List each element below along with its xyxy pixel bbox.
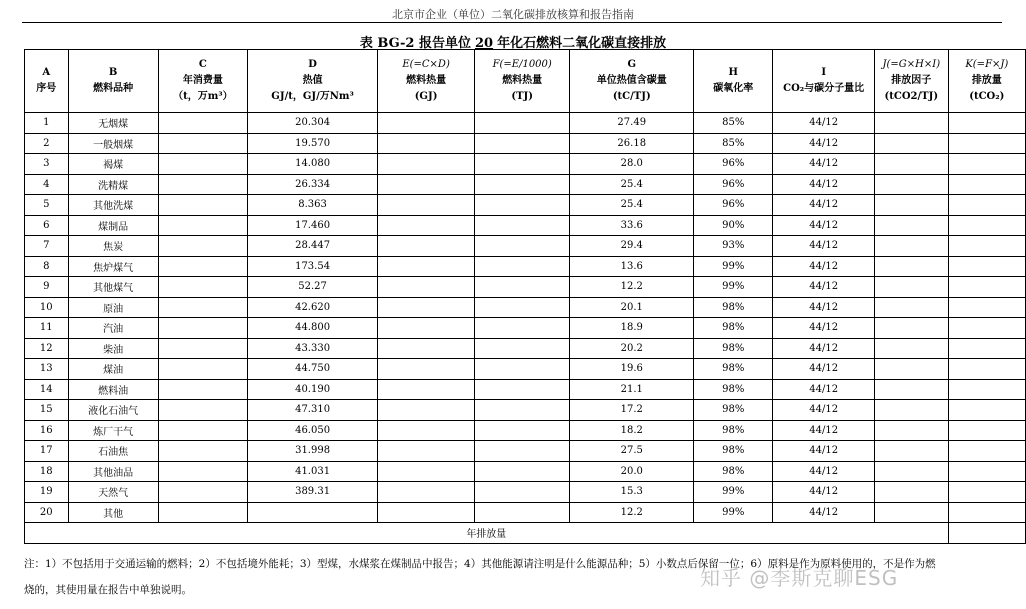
column-header xyxy=(378,50,475,113)
cell-k xyxy=(948,359,1025,380)
cell-d: 173.54 xyxy=(248,256,378,277)
cell-d xyxy=(248,502,378,523)
cell-k xyxy=(948,461,1025,482)
column-letter: I xyxy=(821,67,826,78)
column-label: CO₂与碳分子量比 xyxy=(783,83,865,94)
cell-h: 99% xyxy=(694,256,773,277)
table-row xyxy=(25,277,1026,298)
cell-no: 13 xyxy=(25,359,69,380)
column-label: 碳氧化率 xyxy=(713,83,754,94)
table-row xyxy=(25,195,1026,216)
column-label: 燃料热量 xyxy=(406,75,447,86)
cell-c xyxy=(158,400,247,421)
cell-i: 44/12 xyxy=(773,400,875,421)
column-header xyxy=(68,50,158,113)
cell-f xyxy=(475,113,570,134)
cell-h: 98% xyxy=(694,379,773,400)
cell-j xyxy=(874,379,948,400)
table-row xyxy=(25,338,1026,359)
table-row xyxy=(25,318,1026,339)
title-year: 20 xyxy=(474,36,494,51)
cell-e xyxy=(378,215,475,236)
cell-no: 15 xyxy=(25,400,69,421)
cell-e xyxy=(378,174,475,195)
cell-i: 44/12 xyxy=(773,359,875,380)
column-letter: A xyxy=(42,67,51,78)
cell-fuel: 燃料油 xyxy=(68,379,158,400)
cell-c xyxy=(158,154,247,175)
column-unit: (GJ) xyxy=(414,91,438,102)
cell-g: 18.9 xyxy=(570,318,694,339)
cell-k xyxy=(948,236,1025,257)
cell-c xyxy=(158,215,247,236)
cell-no: 1 xyxy=(25,113,69,134)
cell-h: 96% xyxy=(694,154,773,175)
cell-j xyxy=(874,441,948,462)
cell-k xyxy=(948,174,1025,195)
cell-d: 41.031 xyxy=(248,461,378,482)
cell-i: 44/12 xyxy=(773,318,875,339)
cell-j xyxy=(874,482,948,503)
cell-fuel: 天然气 xyxy=(68,482,158,503)
cell-k xyxy=(948,297,1025,318)
cell-j xyxy=(874,297,948,318)
cell-f xyxy=(475,379,570,400)
cell-f xyxy=(475,174,570,195)
column-header xyxy=(874,50,948,113)
cell-fuel: 洗精煤 xyxy=(68,174,158,195)
cell-g: 20.1 xyxy=(570,297,694,318)
total-row-value xyxy=(948,523,1025,544)
cell-no: 8 xyxy=(25,256,69,277)
cell-no: 18 xyxy=(25,461,69,482)
cell-fuel: 液化石油气 xyxy=(68,400,158,421)
table-body xyxy=(25,113,1026,544)
cell-c xyxy=(158,318,247,339)
column-letter: H xyxy=(728,67,738,78)
cell-k xyxy=(948,318,1025,339)
cell-h: 85% xyxy=(694,133,773,154)
cell-i: 44/12 xyxy=(773,133,875,154)
table-row xyxy=(25,441,1026,462)
cell-h: 98% xyxy=(694,441,773,462)
cell-fuel: 其他煤气 xyxy=(68,277,158,298)
cell-j xyxy=(874,154,948,175)
cell-j xyxy=(874,461,948,482)
cell-k xyxy=(948,400,1025,421)
header-rule xyxy=(22,22,1002,23)
cell-fuel: 原油 xyxy=(68,297,158,318)
cell-fuel: 柴油 xyxy=(68,338,158,359)
cell-g: 12.2 xyxy=(570,502,694,523)
column-letter: D xyxy=(308,59,317,70)
cell-e xyxy=(378,420,475,441)
title-prefix: 表 BG-2 报告单位 xyxy=(359,36,471,51)
header-row xyxy=(25,50,1026,113)
column-header xyxy=(158,50,247,113)
column-label: 热值 xyxy=(302,75,323,86)
cell-k xyxy=(948,338,1025,359)
footnote-line-1: 注：1）不包括用于交通运输的燃料；2）不包括境外能耗；3）型煤，水煤浆在煤制品中报告；4）其他能源请注明是什么能源品种；5）小数点后保留一位；6）原料是作为原料使用的，不是作为燃 xyxy=(24,558,936,570)
cell-c xyxy=(158,277,247,298)
cell-d: 40.190 xyxy=(248,379,378,400)
cell-no: 12 xyxy=(25,338,69,359)
cell-f xyxy=(475,133,570,154)
column-label: 燃料品种 xyxy=(93,83,134,94)
cell-d: 389.31 xyxy=(248,482,378,503)
column-header xyxy=(475,50,570,113)
cell-g: 15.3 xyxy=(570,482,694,503)
cell-c xyxy=(158,502,247,523)
cell-d: 46.050 xyxy=(248,420,378,441)
column-label: 年消费量 xyxy=(182,75,223,86)
cell-c xyxy=(158,461,247,482)
cell-c xyxy=(158,420,247,441)
cell-c xyxy=(158,338,247,359)
cell-fuel: 汽油 xyxy=(68,318,158,339)
cell-d: 43.330 xyxy=(248,338,378,359)
cell-h: 98% xyxy=(694,297,773,318)
cell-h: 98% xyxy=(694,359,773,380)
cell-k xyxy=(948,502,1025,523)
emissions-table xyxy=(24,49,1026,544)
cell-g: 17.2 xyxy=(570,400,694,421)
cell-no: 7 xyxy=(25,236,69,257)
cell-no: 19 xyxy=(25,482,69,503)
cell-i: 44/12 xyxy=(773,379,875,400)
cell-fuel: 煤制品 xyxy=(68,215,158,236)
cell-f xyxy=(475,400,570,421)
table-row xyxy=(25,133,1026,154)
cell-g: 12.2 xyxy=(570,277,694,298)
cell-f xyxy=(475,215,570,236)
total-row-label: 年排放量 xyxy=(25,523,949,544)
cell-j xyxy=(874,277,948,298)
cell-i: 44/12 xyxy=(773,297,875,318)
cell-k xyxy=(948,379,1025,400)
cell-h: 99% xyxy=(694,482,773,503)
cell-h: 99% xyxy=(694,502,773,523)
table-row xyxy=(25,297,1026,318)
cell-g: 25.4 xyxy=(570,174,694,195)
running-header: 北京市企业（单位）二氧化碳排放核算和报告指南 xyxy=(392,8,634,21)
cell-e xyxy=(378,133,475,154)
cell-no: 6 xyxy=(25,215,69,236)
cell-e xyxy=(378,195,475,216)
cell-no: 5 xyxy=(25,195,69,216)
table-row xyxy=(25,379,1026,400)
cell-f xyxy=(475,318,570,339)
table-row xyxy=(25,154,1026,175)
cell-h: 98% xyxy=(694,461,773,482)
column-letter: J(=G×H×I) xyxy=(882,59,941,70)
cell-f xyxy=(475,236,570,257)
cell-g: 27.5 xyxy=(570,441,694,462)
cell-h: 96% xyxy=(694,174,773,195)
cell-f xyxy=(475,297,570,318)
table-row xyxy=(25,359,1026,380)
cell-d: 26.334 xyxy=(248,174,378,195)
column-unit: (tC/TJ) xyxy=(612,91,651,102)
cell-c xyxy=(158,236,247,257)
cell-fuel: 石油焦 xyxy=(68,441,158,462)
cell-i: 44/12 xyxy=(773,256,875,277)
table-row xyxy=(25,236,1026,257)
column-letter: B xyxy=(108,67,118,78)
cell-d: 47.310 xyxy=(248,400,378,421)
cell-h: 99% xyxy=(694,277,773,298)
cell-j xyxy=(874,400,948,421)
cell-j xyxy=(874,359,948,380)
cell-h: 93% xyxy=(694,236,773,257)
cell-g: 13.6 xyxy=(570,256,694,277)
table-row xyxy=(25,482,1026,503)
cell-i: 44/12 xyxy=(773,174,875,195)
cell-e xyxy=(378,338,475,359)
column-letter: C xyxy=(198,59,207,70)
cell-e xyxy=(378,482,475,503)
column-label: 排放量 xyxy=(971,75,1002,86)
cell-c xyxy=(158,195,247,216)
cell-d: 17.460 xyxy=(248,215,378,236)
cell-k xyxy=(948,154,1025,175)
cell-fuel: 褐煤 xyxy=(68,154,158,175)
column-header xyxy=(694,50,773,113)
cell-fuel: 其他油品 xyxy=(68,461,158,482)
cell-k xyxy=(948,482,1025,503)
cell-j xyxy=(874,502,948,523)
cell-c xyxy=(158,133,247,154)
total-row xyxy=(25,523,1026,544)
cell-e xyxy=(378,400,475,421)
cell-e xyxy=(378,113,475,134)
table-row xyxy=(25,215,1026,236)
cell-k xyxy=(948,133,1025,154)
column-header xyxy=(773,50,875,113)
cell-f xyxy=(475,338,570,359)
cell-e xyxy=(378,154,475,175)
column-label: 排放因子 xyxy=(891,75,932,86)
column-unit: (tCO2/TJ) xyxy=(884,91,939,102)
cell-g: 33.6 xyxy=(570,215,694,236)
cell-d: 20.304 xyxy=(248,113,378,134)
cell-i: 44/12 xyxy=(773,338,875,359)
cell-e xyxy=(378,277,475,298)
cell-fuel: 其他 xyxy=(68,502,158,523)
cell-c xyxy=(158,174,247,195)
cell-fuel: 其他洗煤 xyxy=(68,195,158,216)
column-label: 单位热值含碳量 xyxy=(596,75,667,86)
cell-j xyxy=(874,256,948,277)
cell-h: 98% xyxy=(694,338,773,359)
cell-no: 10 xyxy=(25,297,69,318)
column-unit: （t，万m³） xyxy=(173,91,233,102)
cell-fuel: 焦炭 xyxy=(68,236,158,257)
cell-i: 44/12 xyxy=(773,195,875,216)
column-unit: GJ/t，GJ/万Nm³ xyxy=(271,91,354,102)
cell-k xyxy=(948,113,1025,134)
cell-i: 44/12 xyxy=(773,215,875,236)
cell-e xyxy=(378,379,475,400)
column-letter: K(=F×J) xyxy=(965,59,1009,70)
column-unit: (TJ) xyxy=(511,91,533,102)
cell-no: 11 xyxy=(25,318,69,339)
cell-j xyxy=(874,236,948,257)
cell-c xyxy=(158,379,247,400)
table-row xyxy=(25,461,1026,482)
cell-g: 18.2 xyxy=(570,420,694,441)
cell-c xyxy=(158,441,247,462)
title-suffix: 年化石燃料二氧化碳直接排放 xyxy=(497,36,667,51)
cell-j xyxy=(874,113,948,134)
cell-h: 90% xyxy=(694,215,773,236)
column-header xyxy=(248,50,378,113)
column-unit: (tCO₂) xyxy=(969,91,1005,102)
cell-i: 44/12 xyxy=(773,441,875,462)
cell-e xyxy=(378,297,475,318)
cell-h: 98% xyxy=(694,318,773,339)
cell-k xyxy=(948,215,1025,236)
cell-no: 9 xyxy=(25,277,69,298)
cell-j xyxy=(874,133,948,154)
cell-g: 20.2 xyxy=(570,338,694,359)
cell-fuel: 一般烟煤 xyxy=(68,133,158,154)
column-letter: G xyxy=(627,59,637,70)
cell-no: 14 xyxy=(25,379,69,400)
table-row xyxy=(25,502,1026,523)
cell-c xyxy=(158,359,247,380)
cell-j xyxy=(874,174,948,195)
cell-fuel: 炼厂干气 xyxy=(68,420,158,441)
cell-e xyxy=(378,236,475,257)
watermark: 知乎 @李斯克聊ESG xyxy=(700,566,899,590)
cell-j xyxy=(874,195,948,216)
cell-e xyxy=(378,359,475,380)
column-label: 序号 xyxy=(36,83,57,94)
cell-no: 4 xyxy=(25,174,69,195)
cell-e xyxy=(378,256,475,277)
cell-e xyxy=(378,461,475,482)
cell-e xyxy=(378,502,475,523)
cell-c xyxy=(158,113,247,134)
cell-d: 19.570 xyxy=(248,133,378,154)
cell-j xyxy=(874,338,948,359)
cell-f xyxy=(475,482,570,503)
footnote-line-2: 烧的，其使用量在报告中单独说明。 xyxy=(24,584,192,596)
cell-j xyxy=(874,318,948,339)
cell-d: 8.363 xyxy=(248,195,378,216)
cell-no: 3 xyxy=(25,154,69,175)
cell-f xyxy=(475,195,570,216)
cell-g: 19.6 xyxy=(570,359,694,380)
cell-i: 44/12 xyxy=(773,461,875,482)
cell-fuel: 煤油 xyxy=(68,359,158,380)
cell-k xyxy=(948,256,1025,277)
cell-no: 17 xyxy=(25,441,69,462)
cell-i: 44/12 xyxy=(773,113,875,134)
cell-j xyxy=(874,215,948,236)
table-row xyxy=(25,256,1026,277)
cell-i: 44/12 xyxy=(773,154,875,175)
cell-i: 44/12 xyxy=(773,236,875,257)
cell-i: 44/12 xyxy=(773,502,875,523)
cell-k xyxy=(948,420,1025,441)
cell-c xyxy=(158,482,247,503)
cell-e xyxy=(378,318,475,339)
table-row xyxy=(25,113,1026,134)
cell-no: 20 xyxy=(25,502,69,523)
cell-d: 44.750 xyxy=(248,359,378,380)
cell-i: 44/12 xyxy=(773,482,875,503)
cell-f xyxy=(475,359,570,380)
cell-k xyxy=(948,195,1025,216)
cell-h: 98% xyxy=(694,400,773,421)
cell-i: 44/12 xyxy=(773,420,875,441)
cell-no: 16 xyxy=(25,420,69,441)
cell-g: 26.18 xyxy=(570,133,694,154)
cell-g: 25.4 xyxy=(570,195,694,216)
cell-f xyxy=(475,154,570,175)
cell-d: 28.447 xyxy=(248,236,378,257)
cell-d: 14.080 xyxy=(248,154,378,175)
cell-g: 28.0 xyxy=(570,154,694,175)
cell-h: 85% xyxy=(694,113,773,134)
table-row xyxy=(25,400,1026,421)
cell-f xyxy=(475,461,570,482)
cell-no: 2 xyxy=(25,133,69,154)
cell-i: 44/12 xyxy=(773,277,875,298)
column-label: 燃料热量 xyxy=(502,75,543,86)
column-letter: E(=C×D) xyxy=(402,59,450,70)
cell-f xyxy=(475,502,570,523)
cell-d: 42.620 xyxy=(248,297,378,318)
table-row xyxy=(25,420,1026,441)
cell-d: 31.998 xyxy=(248,441,378,462)
cell-f xyxy=(475,441,570,462)
cell-g: 20.0 xyxy=(570,461,694,482)
cell-f xyxy=(475,420,570,441)
column-header xyxy=(570,50,694,113)
table-row xyxy=(25,174,1026,195)
column-header xyxy=(948,50,1025,113)
cell-e xyxy=(378,441,475,462)
column-header xyxy=(25,50,69,113)
cell-c xyxy=(158,256,247,277)
cell-fuel: 焦炉煤气 xyxy=(68,256,158,277)
cell-h: 96% xyxy=(694,195,773,216)
cell-f xyxy=(475,256,570,277)
cell-k xyxy=(948,277,1025,298)
cell-g: 21.1 xyxy=(570,379,694,400)
cell-k xyxy=(948,441,1025,462)
cell-h: 98% xyxy=(694,420,773,441)
cell-f xyxy=(475,277,570,298)
cell-g: 29.4 xyxy=(570,236,694,257)
cell-d: 52.27 xyxy=(248,277,378,298)
column-letter: F(=E/1000) xyxy=(492,59,552,70)
cell-d: 44.800 xyxy=(248,318,378,339)
cell-g: 27.49 xyxy=(570,113,694,134)
cell-fuel: 无烟煤 xyxy=(68,113,158,134)
cell-j xyxy=(874,420,948,441)
cell-c xyxy=(158,297,247,318)
